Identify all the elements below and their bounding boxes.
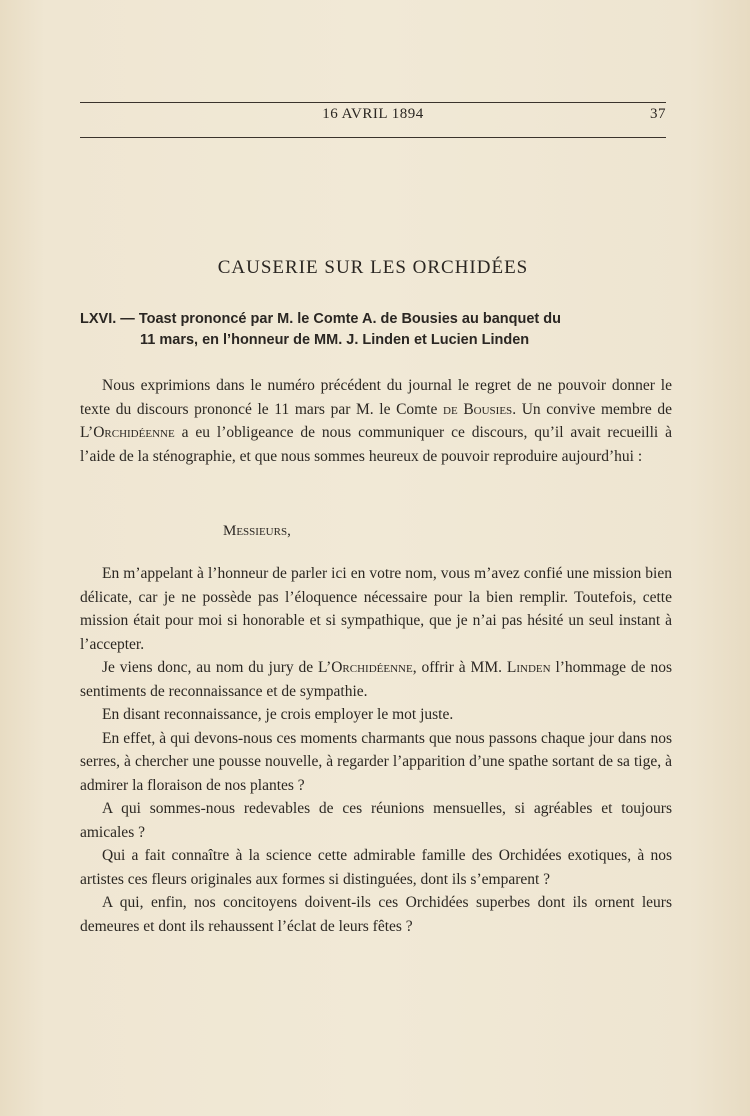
article-title: CAUSERIE SUR LES ORCHIDÉES	[217, 257, 529, 278]
p2-part-b: , offrir à MM.	[412, 659, 507, 676]
p2-org: L’Orchidéenne	[318, 659, 413, 676]
speech-paragraph-7: A qui, enfin, nos concitoyens doivent-ils ces Orchidées superbes dont ils ornent leurs demeures et dont ils rehaussent l’éclat de leurs fêtes ?	[80, 894, 672, 935]
speech-paragraph-1: En m’appelant à l’honneur de parler ici en votre nom, vous m’avez confié une mission bien délicate, car je ne possède pas l’éloquence nécessaire pour la bien remplir. Toutefois, cette mission était pour moi si honorable et si sympathique, que je n’ai pas hésité un seul instant à l’accepter.	[80, 565, 672, 653]
p2-part-a: Je viens donc, au nom du jury de	[102, 659, 319, 676]
speech-paragraph-6: Qui a fait connaître à la science cette admirable famille des Orchidées exotiques, à nos artistes ces fleurs originales aux formes si distinguées, dont ils s’emparent ?	[80, 847, 672, 888]
header-top-rule	[80, 102, 666, 103]
header-date: 16 AVRIL 1894	[322, 106, 424, 122]
speech-paragraph-3: En disant reconnaissance, je crois employer le mot juste.	[102, 706, 454, 723]
speech-paragraph-5: A qui sommes-nous redevables de ces réunions mensuelles, si agréables et toujours amicales ?	[80, 800, 672, 841]
speech-paragraph-4: En effet, à qui devons-nous ces moments charmants que nous passons chaque jour dans nos serres, à chercher une pousse nouvelle, à regarder l’apparition d’une spathe sortant de sa tige, à admirer la floraison de nos plantes ?	[80, 729, 672, 794]
intro-part-1: Nous exprimions dans le numéro précédent du journal le regret de ne pouvoir donner le texte du discours prononcé le 11 mars par M. le Comte	[80, 377, 672, 418]
p2-name: Linden	[506, 659, 551, 676]
p2-part-c: l’hommage de nos sentiments de reconnaissance et de sympathie.	[80, 659, 672, 700]
intro-text	[80, 374, 672, 468]
header-bottom-rule	[80, 137, 666, 138]
subtitle-line-2: 11 mars, en l’honneur de MM. J. Linden et Lucien Linden	[140, 332, 530, 348]
subtitle-line-1: LXVI. — Toast prononcé par M. le Comte A. de Bousies au banquet du	[80, 311, 561, 327]
intro-paragraph	[80, 374, 672, 468]
speech-paragraph-2	[80, 656, 672, 703]
speech-body	[80, 562, 672, 938]
article-subtitle	[80, 309, 666, 351]
speech-salutation: Messieurs,	[223, 523, 291, 539]
intro-org: L’Orchidéenne	[80, 424, 175, 441]
intro-part-2: . Un convive membre de	[512, 400, 672, 418]
running-header	[80, 106, 666, 128]
intro-name: de Bousies	[443, 400, 513, 418]
intro-part-3: a eu l’obligeance de nous communiquer ce discours, qu’il avait recueilli à l’aide de la sténographie, et que nous sommes heureux de pouvoir reproduire aujourd’hui :	[80, 424, 672, 465]
page-number: 37	[650, 106, 666, 122]
